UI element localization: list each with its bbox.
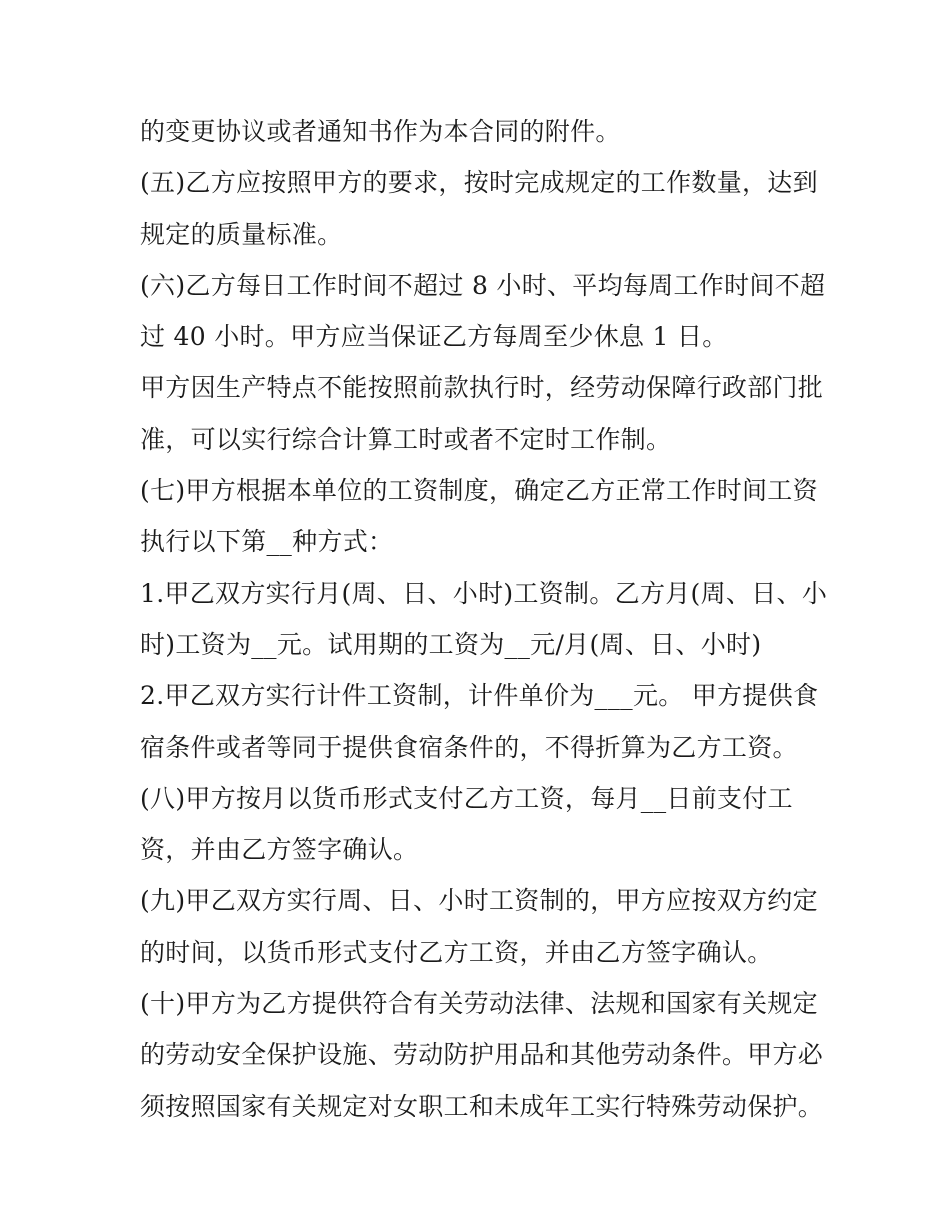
text-line-2: (五)乙方应按照甲方的要求，按时完成规定的工作数量，达到: [140, 168, 818, 198]
text-line-16: (九)甲乙双方实行周、日、小时工资制的，甲方应按双方约定: [140, 886, 818, 916]
text-line-3: 规定的质量标准。: [140, 219, 343, 249]
text-line-11: 时)工资为__元。试用期的工资为__元/月(周、日、小时): [140, 629, 762, 659]
text-line-18: (十)甲方为乙方提供符合有关劳动法律、法规和国家有关规定: [140, 989, 818, 1019]
text-line-4: (六)乙方每日工作时间不超过 8 小时、平均每周工作时间不超: [140, 270, 826, 300]
text-line-19: 的劳动安全保护设施、劳动防护用品和其他劳动条件。甲方必: [140, 1040, 824, 1070]
text-line-14: (八)甲方按月以货币形式支付乙方工资，每月__日前支付工: [140, 783, 793, 813]
text-line-6: 甲方因生产特点不能按照前款执行时，经劳动保障行政部门批: [140, 373, 824, 403]
text-line-15: 资，并由乙方签字确认。: [140, 835, 419, 865]
text-line-10: 1.甲乙双方实行月(周、日、小时)工资制。乙方月(周、日、小: [140, 578, 828, 608]
text-line-13: 宿条件或者等同于提供食宿条件的，不得折算为乙方工资。: [140, 732, 798, 762]
text-line-20: 须按照国家有关规定对女职工和未成年工实行特殊劳动保护。: [140, 1091, 824, 1121]
text-line-8: (七)甲方根据本单位的工资制度，确定乙方正常工作时间工资: [140, 476, 818, 506]
text-line-5: 过 40 小时。甲方应当保证乙方每周至少休息 1 日。: [140, 322, 728, 352]
text-line-17: 的时间，以货币形式支付乙方工资，并由乙方签字确认。: [140, 937, 773, 967]
text-line-1: 的变更协议或者通知书作为本合同的附件。: [140, 117, 621, 146]
text-line-12: 2.甲乙双方实行计件工资制，计件单价为___元。 甲方提供食: [140, 681, 819, 711]
text-line-7: 准，可以实行综合计算工时或者不定时工作制。: [140, 424, 672, 454]
text-line-9: 执行以下第__种方式：: [140, 527, 394, 557]
contract-text-body: [140, 106, 828, 1132]
